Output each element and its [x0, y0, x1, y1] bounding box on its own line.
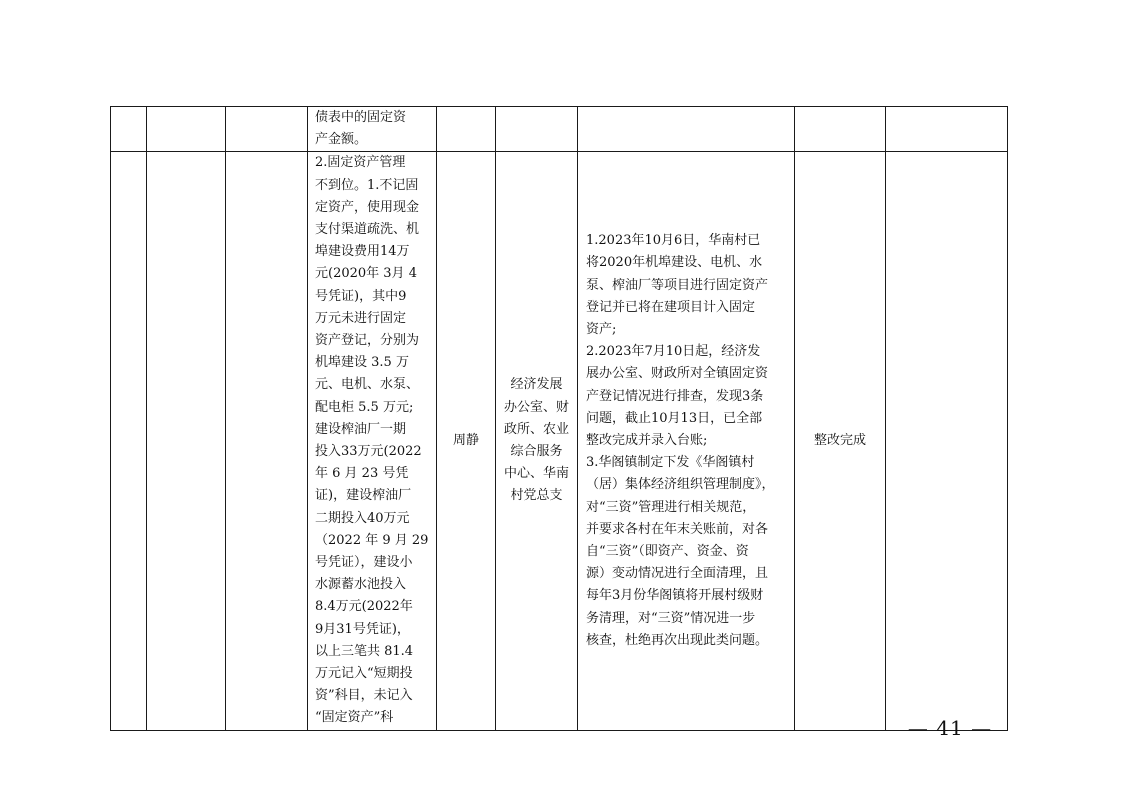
responsible-unit-cell [496, 107, 578, 152]
rectification-table [110, 106, 1008, 731]
status-cell [795, 107, 886, 152]
category-cell [147, 107, 226, 152]
table-row [111, 152, 1008, 730]
subcategory-cell [226, 152, 308, 730]
page-number: — 41 — [907, 716, 993, 740]
measures-cell [578, 107, 795, 152]
responsible-unit-cell: 经济发展 办公室、财 政所、农业 综合服务 中心、华南 村党总支 [496, 152, 578, 730]
problem-cell: 债表中的固定资 产金额。 [308, 107, 437, 152]
index-cell [111, 152, 147, 730]
responsible-person-cell: 周静 [437, 152, 496, 730]
subcategory-cell [226, 107, 308, 152]
problem-cell: 2.固定资产管理 不到位。1.不记固 定资产，使用现金 支付渠道疏洗、机 埠建设费用14万 元(2020年 3月 4 号凭证)，其中9 万元未进行固定 资产登记，分别为 机埠建设 3.5 万 元、电机、水泵、 配电柜 5.5 万元; 建设榨油厂一期 投入33万元(2022 年 6 月 23 号凭 证)，建设榨油厂 二期投入40万元 （2022 年 9 月 29 号凭证），建设小 水源蓄水池投入 8.4万元(2022年 9月31号凭证)， 以上三笔共 81.4 万元记入“短期投 资”科目，未记入 “固定资产”科 [308, 152, 437, 730]
responsible-person-cell [437, 107, 496, 152]
category-cell [147, 152, 226, 730]
table-row [111, 107, 1008, 152]
status-cell: 整改完成 [795, 152, 886, 730]
remark-cell [886, 152, 1008, 730]
remark-cell [886, 107, 1008, 152]
measures-cell: 1.2023年10月6日，华南村已 将2020年机埠建设、电机、水 泵、榨油厂等项目进行固定资产 登记并已将在建项目计入固定 资产; 2.2023年7月10日起，经济发 展办公室、财政所对全镇固定资 产登记情况进行排查，发现3条 问题，截止10月13日，已全部 整改完成并录入台账; 3.华阁镇制定下发《华阁镇村 （居）集体经济组织管理制度》， 对“三资”管理进行相关规范， 并要求各村在年末关账前，对各 自“三资”（即资产、资金、资 源）变动情况进行全面清理，且 每年3月份华阁镇将开展村级财 务清理，对“三资”情况进一步 核查，杜绝再次出现此类问题。 [578, 152, 795, 730]
index-cell [111, 107, 147, 152]
